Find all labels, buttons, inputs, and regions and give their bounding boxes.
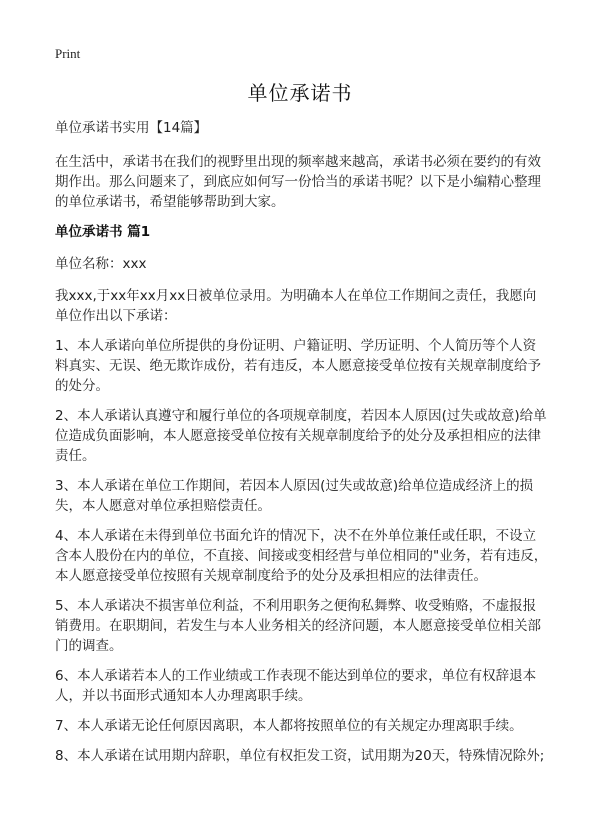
unit-name: 单位名称：xxx	[55, 256, 147, 272]
commitment-item: 2、本人承诺认真遵守和履行单位的各项规章制度，若因本人原因(过失或故意)给单位造成负面影响，本人愿意接受单位按有关规章制度给予的处分及承担相应的法律责任。	[55, 408, 547, 464]
commitment-item: 1、本人承诺向单位所提供的身份证明、户籍证明、学历证明、个人简历等个人资料真实、无误、绝无欺诈成份，若有违反，本人愿意接受单位按有关规章制度给予的处分。	[55, 338, 541, 394]
commitment-item: 3、本人承诺在单位工作期间，若因本人原因(过失或故意)给单位造成经济上的损失，本人愿意对单位承担赔偿责任。	[55, 478, 534, 514]
document-subtitle: 单位承诺书实用【14篇】	[55, 120, 208, 136]
commitment-item: 4、本人承诺在未得到单位书面允许的情况下，决不在外单位兼任或任职，不设立含本人股份在内的单位，不直接、间接或变相经营与单位相同的"业务，若有违反，本人愿意接受单位按照有关规章制度给予的处分及承担相应的法律责任。	[55, 528, 548, 584]
section-heading: 单位承诺书 篇1	[55, 224, 151, 240]
document-body	[55, 118, 548, 776]
commitment-item: 6、本人承诺若本人的工作业绩或工作表现不能达到单位的要求，单位有权辞退本人，并以书面形式通知本人办理离职手续。	[55, 668, 537, 704]
opening-paragraph: 我xxx,于xx年xx月xx日被单位录用。为明确本人在单位工作期间之责任，我愿向单位作出以下承诺：	[55, 288, 537, 324]
intro-paragraph: 在生活中，承诺书在我们的视野里出现的频率越来越高，承诺书必须在要约的有效期作出。那么问题来了，到底应如何写一份恰当的承诺书呢？以下是小编精心整理的单位承诺书，希望能够帮助到大家。	[55, 154, 541, 210]
page-title: 单位承诺书	[247, 81, 353, 105]
print-link[interactable]: Print	[55, 46, 81, 61]
commitment-item: 5、本人承诺决不损害单位利益，不利用职务之便徇私舞弊、收受贿赂，不虚报报销费用。在职期间，若发生与本人业务相关的经济问题，本人愿意接受单位相关部门的调查。	[55, 598, 541, 654]
commitment-item: 7、本人承诺无论任何原因离职，本人都将按照单位的有关规定办理离职手续。	[55, 718, 523, 734]
commitment-item: 8、本人承诺在试用期内辞职，单位有权拒发工资，试用期为20天，特殊情况除外;	[55, 748, 545, 764]
